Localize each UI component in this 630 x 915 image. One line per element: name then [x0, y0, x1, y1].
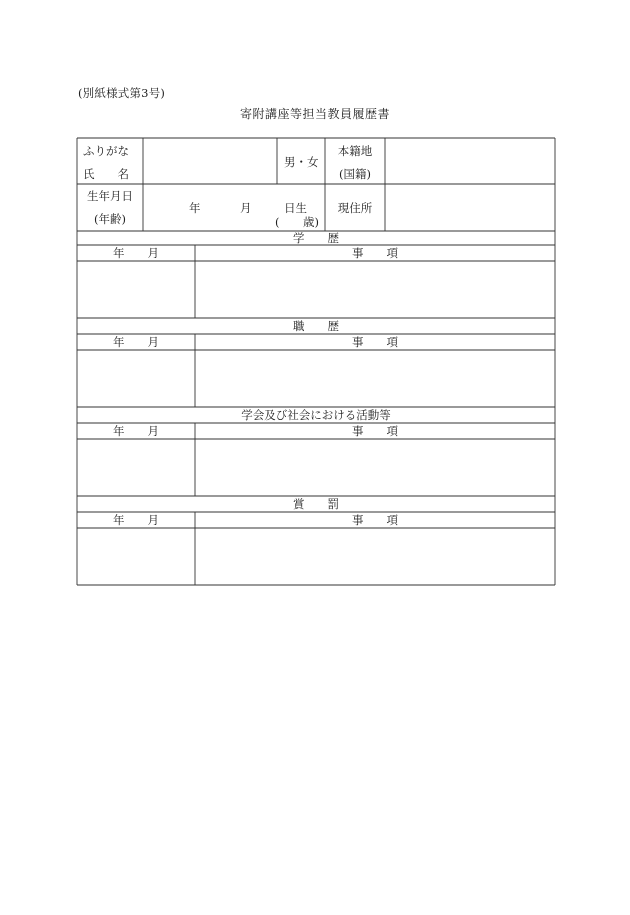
career-date-header: 年 月 — [113, 335, 159, 349]
birth-year-unit: 年 — [189, 201, 201, 215]
awards-date-header: 年 月 — [113, 513, 159, 527]
education-item-field[interactable] — [195, 261, 555, 318]
career-date-field[interactable] — [77, 350, 195, 407]
age-unit: 歳) — [303, 215, 319, 229]
birthdate-field[interactable] — [143, 184, 325, 231]
education-item-header: 事 項 — [352, 246, 398, 260]
birthdate-label: 生年月日 — [87, 189, 133, 203]
education-date-field[interactable] — [77, 261, 195, 318]
gender-selector[interactable]: 男・女 — [284, 155, 319, 169]
career-item-header: 事 項 — [352, 335, 398, 349]
activities-date-field[interactable] — [77, 439, 195, 496]
section-title-career: 職 歴 — [293, 319, 339, 333]
section-title-activities: 学会及び社会における活動等 — [241, 408, 391, 422]
awards-item-header: 事 項 — [352, 513, 398, 527]
birth-month-unit: 月 — [240, 201, 252, 215]
activities-item-header: 事 項 — [352, 424, 398, 438]
birth-day-unit: 日生 — [284, 201, 307, 215]
age-paren-open: ( — [275, 215, 280, 229]
activities-item-field[interactable] — [195, 439, 555, 496]
education-date-header: 年 月 — [113, 246, 159, 260]
honseki-label: 本籍地 — [337, 144, 373, 158]
address-field[interactable] — [385, 184, 555, 231]
awards-item-field[interactable] — [195, 528, 555, 585]
address-label: 現住所 — [337, 201, 373, 215]
activities-date-header: 年 月 — [113, 424, 159, 438]
section-title-education: 学 歴 — [293, 231, 339, 245]
section-title-awards: 賞 罰 — [293, 497, 339, 511]
career-item-field[interactable] — [195, 350, 555, 407]
furigana-label: ふりがな — [83, 144, 129, 158]
age-label: (年齢) — [94, 212, 126, 226]
name-field[interactable] — [143, 138, 277, 184]
form-number-label: (別紙様式第3号) — [78, 86, 166, 100]
honseki-field[interactable] — [385, 138, 555, 184]
kokuseki-label: (国籍) — [339, 167, 371, 181]
name-label: 氏 名 — [83, 167, 129, 181]
document-title: 寄附講座等担当教員履歴書 — [239, 107, 390, 121]
awards-date-field[interactable] — [77, 528, 195, 585]
